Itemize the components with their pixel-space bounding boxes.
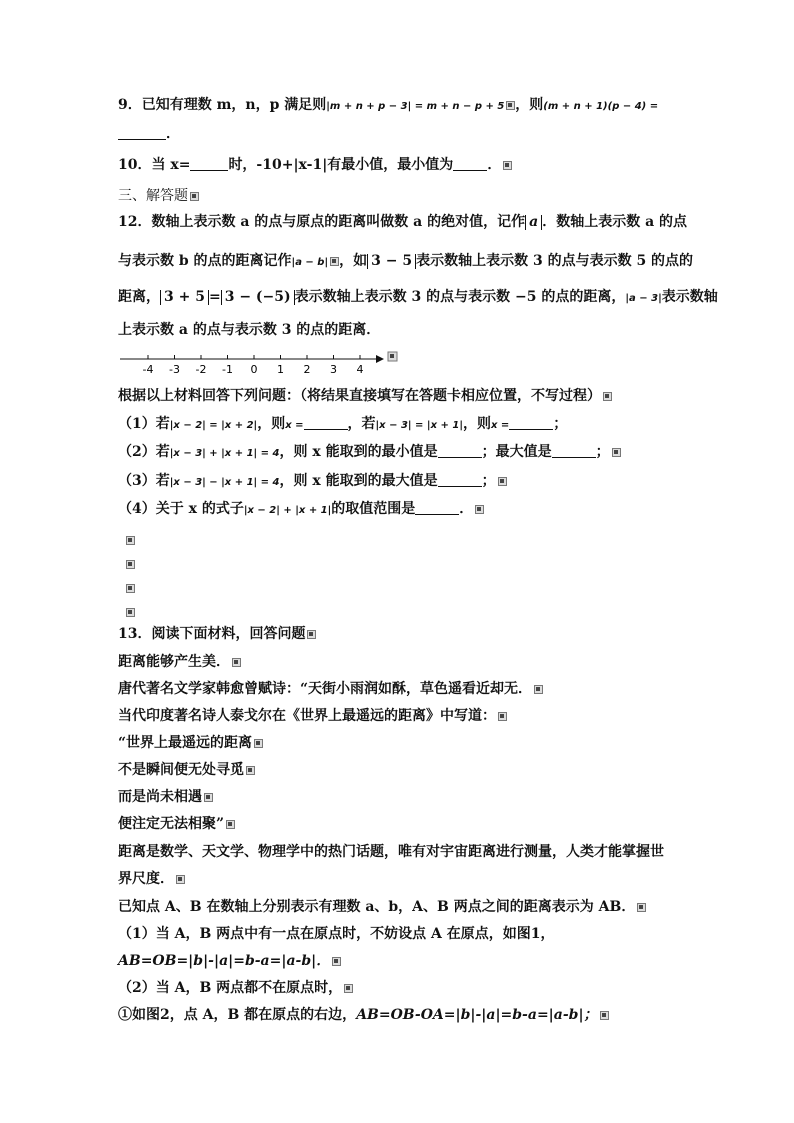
poem-line: 便注定无法相聚” [118,814,235,834]
text-line: ①如图2，点 A，B 都在原点的右边，AB=OB-OA=|b|-|a|=b-a=|a-b|； [118,1005,609,1025]
image-placeholder-icon [330,257,339,266]
answer-blank [552,443,596,458]
image-placeholder-icon [307,630,316,639]
abs-a: a [525,215,542,230]
image-placeholder-icon [126,608,135,617]
question-12-line-3: 距离， 3 + 5 = 3 − (−5) 表示数轴上表示数 3 的点与表示数 −5 的点的距离，|a − 3|表示数轴 [118,289,718,305]
image-placeholder-icon [534,685,543,694]
question-12-part-4: （4）关于 x 的式子|x − 2| + |x + 1|的取值范围是 ． [118,499,484,521]
image-placeholder-icon [612,448,621,457]
text-line: 距离能够产生美． [118,652,241,672]
text-line: 唐代著名文学家韩愈曾赋诗：“天街小雨润如酥，草色遥看近却无． [118,679,543,699]
image-placeholder-icon [506,101,515,110]
image-placeholder-icon [388,352,397,361]
placeholder-row [118,530,135,550]
question-12-part-1: （1）若|x − 2| = |x + 2|，则x = ，若|x − 3| = |x + 1|，则x = ； [118,416,568,432]
question-12-instructions: 根据以上材料回答下列问题：（将结果直接填写在答题卡相应位置，不写过程） [118,386,612,406]
section-heading: 三、解答题 [118,186,199,206]
placeholder-row [118,602,135,622]
q9-expression: (m + n + 1)(p − 4) = [543,101,659,112]
image-placeholder-icon [254,739,263,748]
answer-blank [190,156,228,171]
answer-blank [438,443,482,458]
text-line: （1）当 A，B 两点中有一点在原点时，不妨设点 A 在原点，如图1， [118,926,555,942]
formula-line: AB=OB=|b|-|a|=b-a=|a-b|． [118,951,341,971]
image-placeholder-icon [503,161,512,170]
number-line-tick-label: 0 [250,363,258,376]
image-placeholder-icon [190,192,199,201]
answer-blank [415,500,459,515]
number-line-tick-label: 2 [303,363,311,376]
image-placeholder-icon [232,658,241,667]
image-placeholder-icon [344,984,353,993]
question-9-answer: ． [118,124,180,144]
text-line: 界尺度． [118,869,185,889]
number-line-figure [118,348,408,376]
answer-blank [304,415,348,430]
number-line-tick-label: -3 [169,363,180,376]
number-line-arrow [376,355,384,363]
number-line-tick-label: 3 [330,363,337,376]
number-line-tick-label: -1 [222,363,233,376]
answer-blank [118,125,166,140]
question-12-part-3: （3）若|x − 3| − |x + 1| = 4，则 x 能取到的最大值是 ； [118,471,507,493]
image-placeholder-icon [126,536,135,545]
image-placeholder-icon [475,505,484,514]
number-line-tick-label: -2 [195,363,207,376]
image-placeholder-icon [176,875,185,884]
number-line-tick-label: 4 [356,363,364,376]
image-placeholder-icon [603,392,612,401]
question-12-line-4: 上表示数 a 的点与表示数 3 的点的距离． [118,322,381,338]
image-placeholder-icon [126,584,135,593]
answer-blank [438,472,482,487]
question-13-title: 13．阅读下面材料，回答问题 [118,624,316,644]
text-line: （2）当 A，B 两点都不在原点时， [118,978,353,998]
image-placeholder-icon [226,820,235,829]
question-12-part-2: （2）若|x − 3| + |x + 1| = 4，则 x 能取到的最小值是 ；最大值是 ； [118,442,621,464]
question-12-line-1: 12．数轴上表示数 a 的点与原点的距离叫做数 a 的绝对值，记作 a ．数轴上表示数 a 的点 [118,214,688,230]
image-placeholder-icon [246,766,255,775]
placeholder-row [118,554,135,574]
image-placeholder-icon [637,903,646,912]
placeholder-row [118,578,135,598]
image-placeholder-icon [600,1011,609,1020]
question-10: 10．当 x= 时，-10+|x-1|有最小值，最小值为 ． [118,155,512,175]
number-line-tick-label: 1 [277,363,284,376]
image-placeholder-icon [126,560,135,569]
image-placeholder-icon [498,477,507,486]
poem-line: “世界上最遥远的距离 [118,733,263,753]
number-line-tick-label: -4 [142,363,154,376]
image-placeholder-icon [332,957,341,966]
answer-blank [453,156,487,171]
answer-blank [509,415,553,430]
image-placeholder-icon [204,793,213,802]
image-placeholder-icon [498,712,507,721]
question-9: 9．已知有理数 m，n，p 满足则|m + n + p − 3| = m + n − p + 5 ，则(m + n + 1)(p − 4) = [118,97,659,113]
question-12-line-2: 与表示数 b 的点的距离记作|a − b| ，如 3 − 5 表示数轴上表示数 3 的点与表示数 5 的点的 [118,253,694,269]
text-line: 距离是数学、天文学、物理学中的热门话题，唯有对宇宙距离进行测量，人类才能掌握世 [118,844,664,860]
q9-equation: |m + n + p − 3| = m + n − p + 5 [326,101,505,112]
text-line: 当代印度著名诗人泰戈尔在《世界上最遥远的距离》中写道： [118,706,507,726]
text-line: 已知点 A、B 在数轴上分别表示有理数 a、b，A、B 两点之间的距离表示为 AB． [118,897,646,917]
poem-line: 而是尚未相遇 [118,787,213,807]
poem-line: 不是瞬间便无处寻觅 [118,760,255,780]
